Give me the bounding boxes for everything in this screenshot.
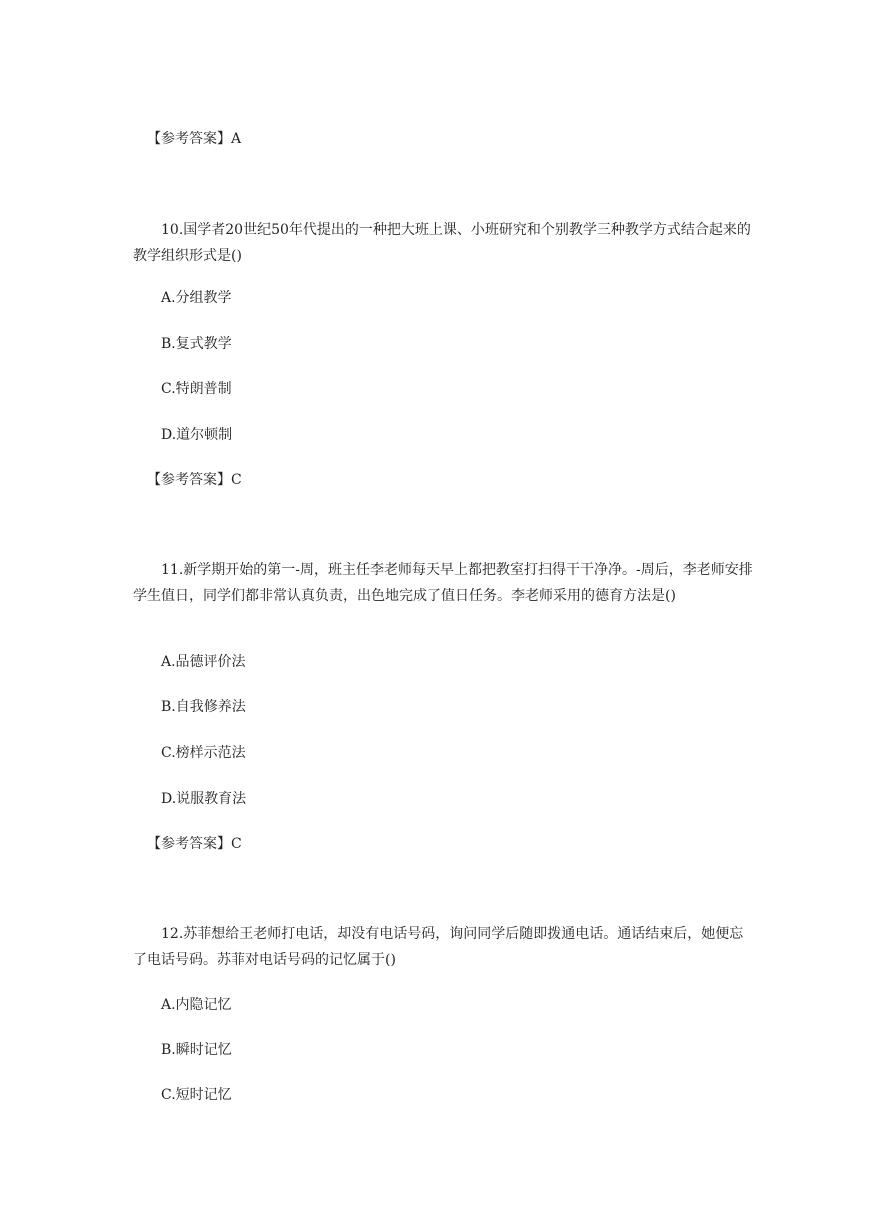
answer-line: 【参考答案】C: [147, 836, 242, 852]
option-a: A.内隐记忆: [161, 997, 232, 1013]
question-stem: 10.国学者20世纪50年代提出的一种把大班上课、小班研究和个别教学三种教学方式结合起来的教学组织形式是(): [133, 222, 751, 264]
option-c: C.特朗普制: [161, 381, 232, 397]
option-b: B.复式教学: [161, 336, 232, 352]
option-d: D.道尔顿制: [161, 427, 233, 443]
option-a: A.分组教学: [161, 290, 232, 306]
question-stem: 12.苏菲想给王老师打电话，却没有电话号码，询问同学后随即拨通电话。通话结束后，她便忘了电话号码。苏菲对电话号码的记忆属于(): [133, 926, 744, 968]
answer-line: 【参考答案】C: [147, 472, 242, 488]
option-b: B.自我修养法: [161, 699, 246, 715]
option-b: B.瞬时记忆: [161, 1042, 232, 1058]
question-stem: 11.新学期开始的第一-周，班主任李老师每天早上都把教室打扫得干干净净。-周后，李老师安排学生值日，同学们都非常认真负责，出色地完成了值日任务。李老师采用的德育方法是(): [133, 562, 753, 604]
option-c: C.榜样示范法: [161, 745, 246, 761]
option-c: C.短时记忆: [161, 1087, 232, 1103]
option-a: A.品德评价法: [161, 654, 246, 670]
answer-line: 【参考答案】A: [147, 131, 242, 147]
option-d: D.说服教育法: [161, 791, 247, 807]
